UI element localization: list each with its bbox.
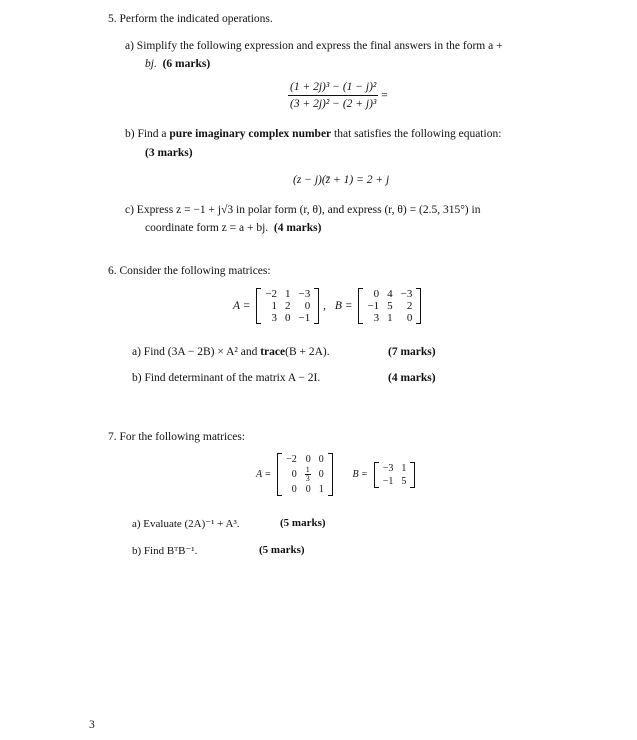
q7b-marks: (5 marks) [259, 544, 305, 556]
q6a-marks: (7 marks) [388, 346, 436, 358]
matrix-row [363, 288, 416, 300]
matrix-cell: −2 [286, 454, 297, 465]
q5c-text: coordinate form z = a + bj. [145, 222, 269, 234]
matrix-cell: −1 [367, 300, 380, 312]
matrix-cell: 0 [318, 454, 324, 465]
q7-matrix-b [374, 462, 416, 488]
q7-matrix-a [277, 453, 333, 496]
matrix-cell: 2 [285, 300, 291, 312]
matrix-cell: 5 [401, 475, 407, 487]
fraction-denominator: 3 [305, 474, 310, 483]
matrix-cell: −3 [298, 288, 311, 300]
q5a-var: bj. [145, 58, 157, 70]
matrix-cell: 1 [401, 462, 407, 474]
matrix-cell: 0 [318, 469, 324, 480]
q5a-marks: (6 marks) [162, 58, 211, 70]
q6-matrix-a-label: A = [233, 300, 251, 312]
q5a-line1: a) Simplify the following expression and express the final answers in the form a + [125, 40, 503, 52]
matrix-cell: 0 [373, 288, 380, 300]
matrix-cell: 1 [318, 484, 324, 495]
q7b-text: b) Find BᵀB⁻¹. [132, 545, 198, 557]
q5a-equals: = [381, 89, 388, 102]
q6-heading: 6. Consider the following matrices: [108, 265, 271, 277]
q5c-marks: (4 marks) [273, 222, 322, 234]
matrix-row [363, 300, 416, 312]
matrix-cell: 0 [291, 469, 297, 480]
q5c-line1: c) Express z = −1 + j√3 in polar form (r, θ), and express (r, θ) = (2.5, 315°) in [125, 204, 481, 216]
fraction-numerator: 1 [305, 465, 310, 474]
q7-matrix-b-label: B = [352, 469, 368, 480]
q5b-pre: b) Find a [125, 128, 167, 140]
q6b-marks: (4 marks) [388, 372, 436, 384]
fraction [305, 466, 311, 483]
matrix-row [282, 453, 328, 466]
q6a-line [132, 346, 330, 358]
matrix-cell: 3 [373, 312, 380, 324]
matrix-cell: 1 [285, 288, 291, 300]
q7-matrix-a-label: A = [256, 469, 272, 480]
q6a-post: (B + 2A). [285, 346, 330, 358]
matrix-row [282, 483, 328, 496]
matrix-cell: 1 [271, 300, 278, 312]
matrix-cell: −2 [265, 288, 278, 300]
matrix-row [379, 475, 411, 488]
matrix-cell [301, 466, 315, 483]
matrix-cell: 5 [387, 300, 393, 312]
matrix-cell: 2 [406, 300, 413, 312]
q7a-text: a) Evaluate (2A)⁻¹ + A³. [132, 518, 240, 530]
matrix-cell: −3 [382, 462, 394, 474]
q6-matrix-b-label: B = [334, 300, 353, 312]
q6a-bold: trace [260, 346, 286, 358]
matrix-cell: 0 [291, 484, 297, 495]
matrix-cell: 4 [387, 288, 393, 300]
page-number: 3 [89, 719, 95, 731]
q7-matrices [256, 453, 415, 496]
q5a-numerator: (1 + 2j)³ − (1 − j)² [288, 81, 378, 96]
q5a-denominator: (3 + 2j)² − (2 + j)³ [290, 98, 377, 110]
q6a-pre: a) Find (3A − 2B) × A² and [132, 346, 258, 358]
matrix-cell: −1 [382, 475, 394, 487]
q5a-expression [288, 81, 388, 110]
q6-matrix-a [256, 288, 319, 324]
matrix-row [363, 312, 416, 324]
matrix-cell: 0 [305, 454, 311, 465]
q7-heading: 7. For the following matrices: [108, 431, 246, 443]
matrix-cell: 0 [285, 312, 291, 324]
matrix-row [282, 466, 328, 483]
q5b-post: that satisfies the following equation: [334, 128, 502, 140]
q5-heading: 5. Perform the indicated operations. [108, 13, 273, 25]
q5b-marks: (3 marks) [145, 147, 193, 159]
q6-matrices [233, 288, 421, 324]
q6-separator: , [323, 300, 327, 312]
matrix-cell: 0 [305, 484, 311, 495]
matrix-cell: 3 [271, 312, 278, 324]
q5a-line2 [145, 58, 210, 70]
q6-matrix-b [358, 288, 421, 324]
matrix-row [379, 462, 411, 475]
q5b-bold: pure imaginary complex number [169, 128, 332, 140]
q6b-text: b) Find determinant of the matrix A − 2I. [132, 372, 321, 384]
matrix-row [261, 288, 314, 300]
matrix-cell: −1 [298, 312, 311, 324]
q5a-fraction [288, 81, 378, 110]
matrix-cell: 0 [304, 300, 311, 312]
matrix-row [261, 300, 314, 312]
matrix-row [261, 312, 314, 324]
q5c-line2 [145, 222, 321, 234]
matrix-cell: 1 [387, 312, 393, 324]
q5b-line1 [125, 128, 501, 140]
matrix-cell: −3 [400, 288, 413, 300]
q5b-equation: (z − j)(z̄ + 1) = 2 + j [293, 174, 390, 186]
matrix-cell: 0 [406, 312, 413, 324]
q7a-marks: (5 marks) [280, 517, 326, 529]
